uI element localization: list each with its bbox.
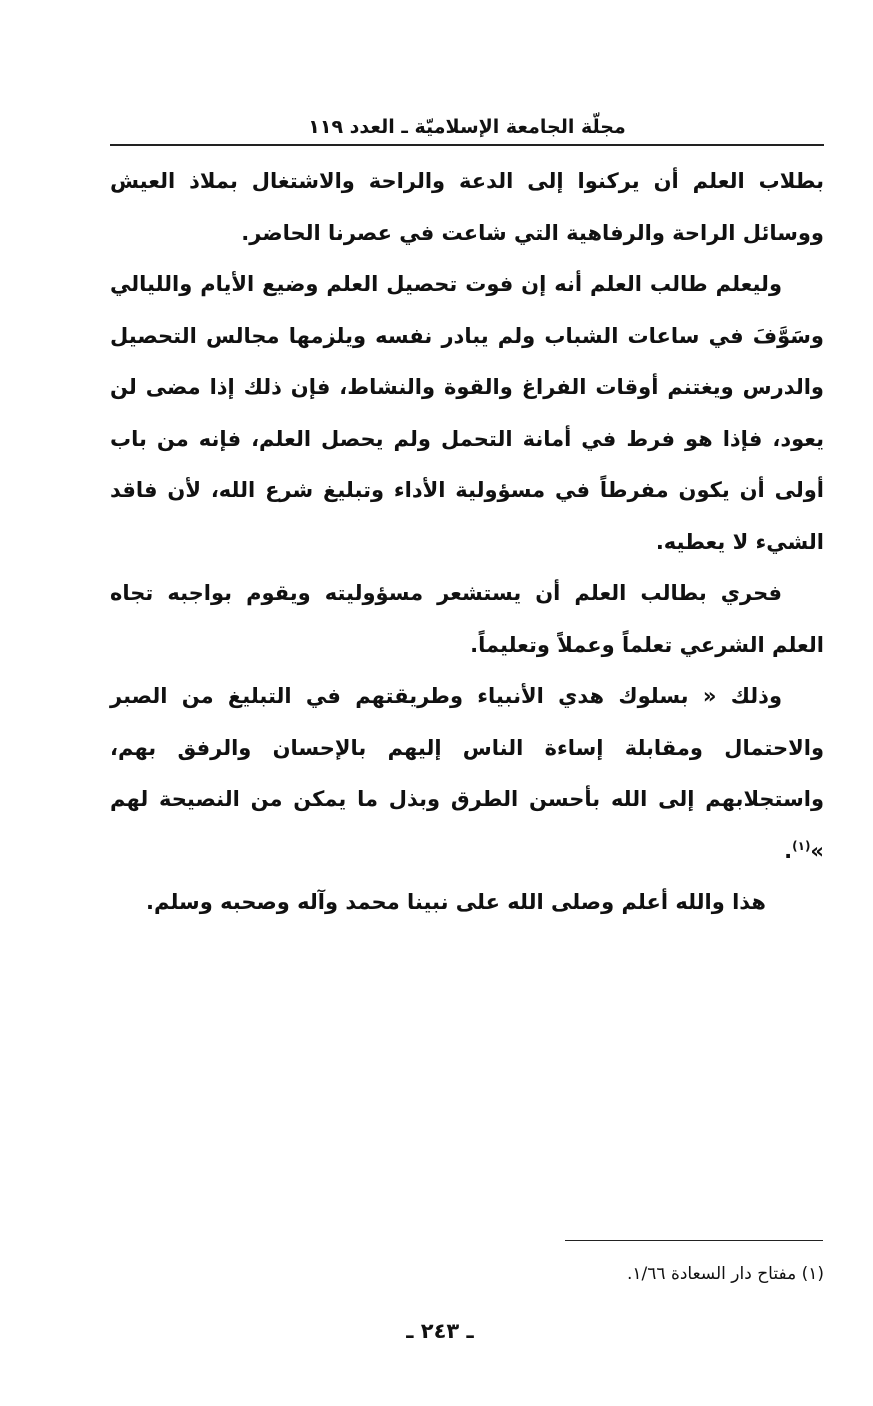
body-text [110,156,824,929]
paragraph-4 [110,671,824,877]
page-number: ـ ٢٤٣ ـ [406,1319,474,1343]
running-header: مجلّة الجامعة الإسلاميّة ـ العدد ١١٩ [308,116,626,138]
paragraph-4-text: وذلك « بسلوك هدي الأنبياء وطريقتهم في التبليغ من الصبر والاحتمال ومقابلة إساءة الناس إليهم بالإحسان والرفق بهم، واستجلابهم إلى الله بأحسن الطرق وبذل ما يمكن من النصيحة لهم » [110,684,824,863]
footnote: (١) مفتاح دار السعادة ١/٦٦. [627,1264,824,1284]
paragraph-2: وليعلم طالب العلم أنه إن فوت تحصيل العلم وضيع الأيام والليالي وسَوَّفَ في ساعات الشباب ولم يبادر نفسه ويلزمها مجالس التحصيل والدرس ويغتنم أوقات الفراغ والقوة والنشاط، فإن ذلك إذا مضى لن يعود، فإذا هو فرط في أمانة التحمل ولم يحصل العلم، فإنه من باب أولى أن يكون مفرطاً في مسؤولية الأداء وتبليغ شرع الله، لأن فاقد الشيء لا يعطيه. [110,272,824,554]
closing-paragraph: هذا والله أعلم وصلى الله على نبينا محمد وآله وصحبه وسلم. [146,890,766,914]
paragraph-3: فحري بطالب العلم أن يستشعر مسؤوليته ويقوم بواجبه تجاه العلم الشرعي تعلماً وعملاً وتعليماً. [110,581,824,657]
paragraph-4-trailing-period: . [784,838,793,863]
footnote-divider [565,1240,823,1241]
header-divider [110,144,824,146]
paragraph-1: بطلاب العلم أن يركنوا إلى الدعة والراحة والاشتغال بملاذ العيش ووسائل الراحة والرفاهية التي شاعت في عصرنا الحاضر. [110,169,824,245]
footnote-reference[interactable]: (١) [792,838,811,853]
